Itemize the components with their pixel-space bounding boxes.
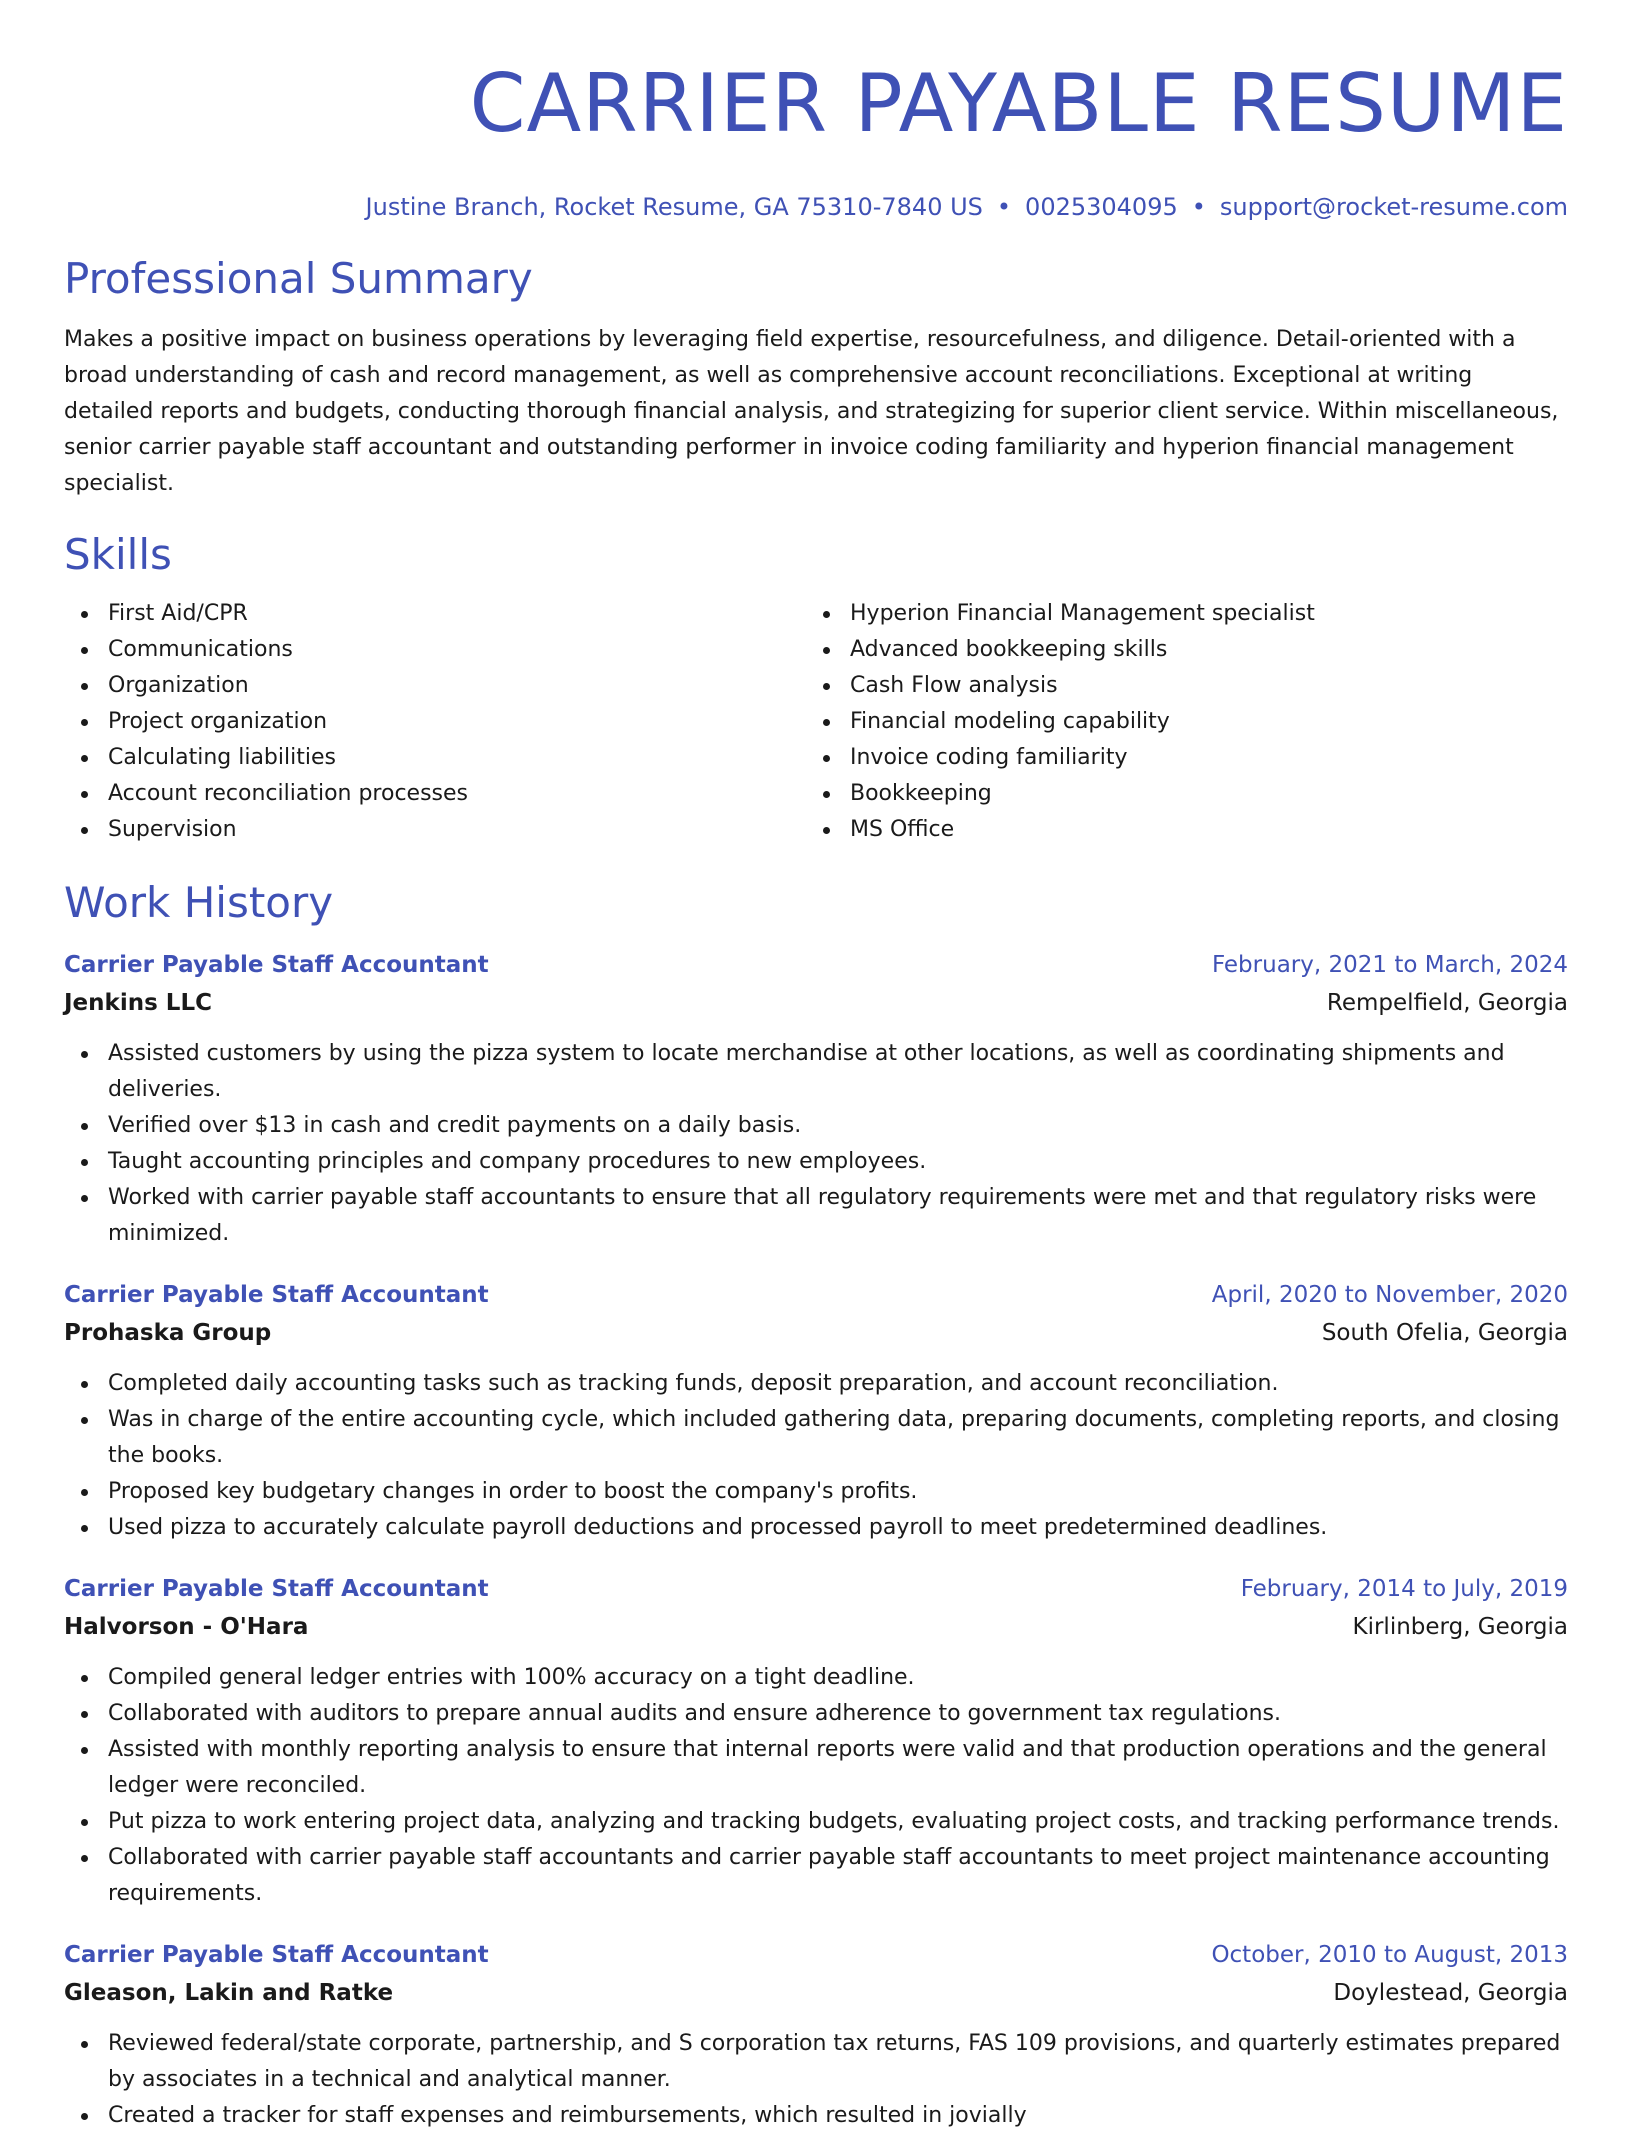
contact-line: [64, 192, 1568, 222]
skill-item: Advanced bookkeeping skills: [806, 632, 1548, 668]
job-bullets: [64, 2026, 1568, 2134]
job-entry: [64, 1276, 1568, 1546]
job-location: Kirlinberg, Georgia: [1352, 1614, 1568, 1640]
job-entry: [64, 946, 1568, 1252]
job-location: South Ofelia, Georgia: [1321, 1320, 1568, 1346]
job-bullets: [64, 1366, 1568, 1546]
job-bullet: Taught accounting principles and company procedures to new employees.: [64, 1144, 1568, 1180]
skills-heading: Skills: [64, 530, 172, 579]
work-history-heading: Work History: [64, 878, 334, 927]
job-bullet: Verified over $13 in cash and credit payments on a daily basis.: [64, 1108, 1568, 1144]
contact-separator: •: [1191, 193, 1206, 221]
job-bullet: Was in charge of the entire accounting cycle, which included gathering data, preparing documents, completing reports, and closing the books.: [64, 1402, 1568, 1474]
job-company: Halvorson - O'Hara: [64, 1614, 309, 1640]
job-dates: February, 2014 to July, 2019: [1240, 1576, 1568, 1602]
skill-item: First Aid/CPR: [64, 596, 806, 632]
job-bullet: Used pizza to accurately calculate payroll deductions and processed payroll to meet predetermined deadlines.: [64, 1510, 1568, 1546]
job-dates: October, 2010 to August, 2013: [1211, 1942, 1568, 1968]
job-bullet: Worked with carrier payable staff accountants to ensure that all regulatory requirements were met and that regulatory risks were minimized.: [64, 1180, 1568, 1252]
job-subheader: [64, 1608, 1568, 1646]
skill-item: Account reconciliation processes: [64, 776, 806, 812]
job-header: [64, 946, 1568, 984]
job-company: Prohaska Group: [64, 1320, 272, 1346]
job-bullet: Created a tracker for staff expenses and reimbursements, which resulted in jovially: [64, 2098, 1568, 2134]
skill-item: Organization: [64, 668, 806, 704]
job-company: Jenkins LLC: [64, 990, 212, 1016]
job-subheader: [64, 1314, 1568, 1352]
skill-item: MS Office: [806, 812, 1548, 848]
skill-item: Calculating liabilities: [64, 740, 806, 776]
skill-item: Communications: [64, 632, 806, 668]
job-location: Rempelfield, Georgia: [1326, 990, 1568, 1016]
job-entry: [64, 1936, 1568, 2134]
job-bullets: [64, 1036, 1568, 1252]
job-bullet: Proposed key budgetary changes in order to boost the company's profits.: [64, 1474, 1568, 1510]
skill-item: Cash Flow analysis: [806, 668, 1548, 704]
job-header: [64, 1570, 1568, 1608]
job-role: Carrier Payable Staff Accountant: [64, 1282, 489, 1308]
skill-item: Financial modeling capability: [806, 704, 1548, 740]
summary-heading: Professional Summary: [64, 254, 533, 303]
skill-item: Project organization: [64, 704, 806, 740]
job-dates: February, 2021 to March, 2024: [1211, 952, 1568, 978]
job-bullet: Collaborated with carrier payable staff accountants and carrier payable staff accountants to meet project maintenance accounting requirements.: [64, 1840, 1568, 1912]
skill-item: Hyperion Financial Management specialist: [806, 596, 1548, 632]
contact-address: Justine Branch, Rocket Resume, GA 75310-7840 US: [365, 193, 983, 221]
job-bullet: Put pizza to work entering project data, analyzing and tracking budgets, evaluating project costs, and tracking performance trends.: [64, 1804, 1568, 1840]
contact-separator: •: [996, 193, 1012, 221]
summary-text: Makes a positive impact on business operations by leveraging field expertise, resourcefulness, and diligence. Detail-oriented with a broad understanding of cash and record management, as well as comprehensive account reconciliations. Exceptional at writing detailed reports and budgets, conducting thorough financial analysis, and strategizing for superior client service. Within miscellaneous, senior carrier payable staff accountant and outstanding performer in invoice coding familiarity and hyperion financial management specialist.: [64, 327, 1559, 496]
job-bullet: Compiled general ledger entries with 100% accuracy on a tight deadline.: [64, 1660, 1568, 1696]
skill-item: Invoice coding familiarity: [806, 740, 1548, 776]
job-bullet: Collaborated with auditors to prepare annual audits and ensure adherence to government tax regulations.: [64, 1696, 1568, 1732]
job-header: [64, 1276, 1568, 1314]
job-bullet: Reviewed federal/state corporate, partnership, and S corporation tax returns, FAS 109 provisions, and quarterly estimates prepared by associates in a technical and analytical manner.: [64, 2026, 1568, 2098]
job-bullets: [64, 1660, 1568, 1912]
job-dates: April, 2020 to November, 2020: [1211, 1282, 1568, 1308]
job-role: Carrier Payable Staff Accountant: [64, 952, 489, 978]
job-role: Carrier Payable Staff Accountant: [64, 1576, 489, 1602]
job-subheader: [64, 984, 1568, 1022]
skill-item: Bookkeeping: [806, 776, 1548, 812]
resume-title: CARRIER PAYABLE RESUME: [469, 57, 1568, 150]
job-company: Gleason, Lakin and Ratke: [64, 1980, 394, 2006]
contact-phone: 0025304095: [1025, 193, 1178, 221]
job-bullet: Assisted customers by using the pizza system to locate merchandise at other locations, as well as coordinating shipments and deliveries.: [64, 1036, 1568, 1108]
job-role: Carrier Payable Staff Accountant: [64, 1942, 489, 1968]
contact-email: support@rocket-resume.com: [1219, 193, 1568, 221]
job-location: Doylestead, Georgia: [1333, 1980, 1568, 2006]
job-header: [64, 1936, 1568, 1974]
job-subheader: [64, 1974, 1568, 2012]
job-bullet: Completed daily accounting tasks such as tracking funds, deposit preparation, and account reconciliation.: [64, 1366, 1568, 1402]
job-entry: [64, 1570, 1568, 1912]
skills-list: [64, 596, 1568, 848]
job-bullet: Assisted with monthly reporting analysis to ensure that internal reports were valid and that production operations and the general ledger were reconciled.: [64, 1732, 1568, 1804]
skills-column-left: [64, 596, 806, 848]
skills-column-right: [806, 596, 1548, 848]
skill-item: Supervision: [64, 812, 806, 848]
